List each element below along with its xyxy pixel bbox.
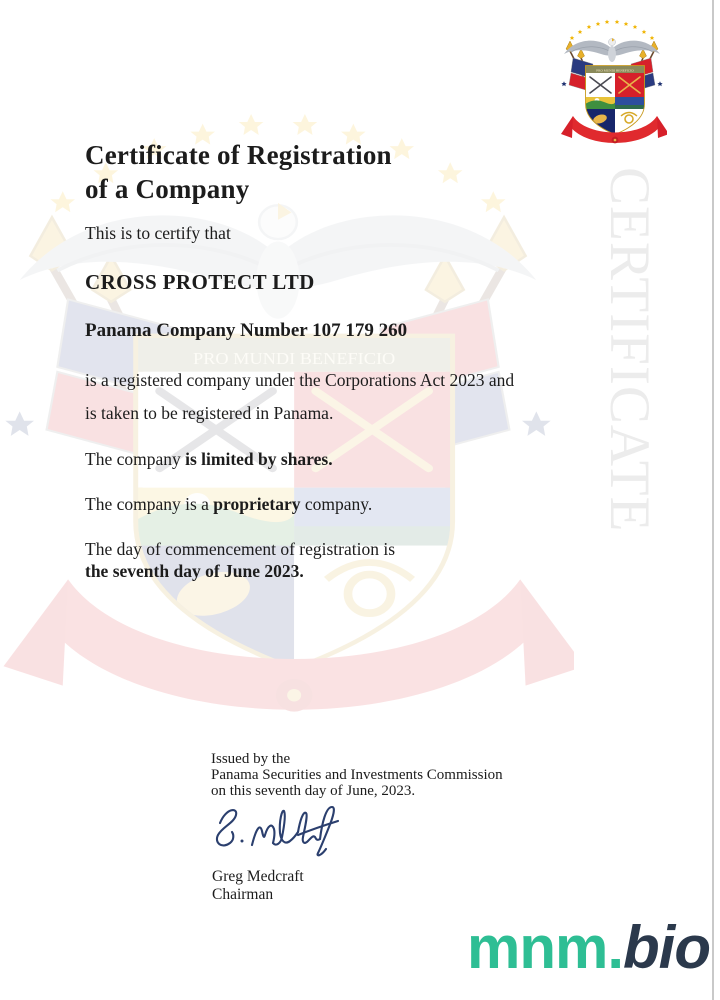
- proprietary-line-pre: The company is a: [85, 494, 214, 514]
- registered-line-2: is taken to be registered in Panama.: [85, 403, 334, 423]
- intro-line: This is to certify that: [85, 223, 231, 243]
- registered-line-1: is a registered company under the Corporations Act 2023 and: [85, 370, 515, 390]
- limited-line-bold: is limited by shares.: [185, 449, 333, 469]
- limited-line-normal: The company: [85, 449, 186, 469]
- signatory-title: Chairman: [212, 885, 274, 903]
- company-number-line: Panama Company Number 107 179 260: [85, 320, 408, 341]
- signatory-name: Greg Medcraft: [212, 868, 304, 885]
- commencement-line-2: the seventh day of June 2023.: [85, 560, 304, 581]
- issuer-line-2: Panama Securities and Investments Commission: [211, 767, 503, 783]
- commencement-block: [85, 539, 395, 582]
- signature-icon: [206, 799, 354, 861]
- proprietary-line-post: company.: [300, 494, 373, 514]
- brand-logo-suffix: bio: [623, 914, 710, 981]
- issuer-block: [211, 751, 503, 799]
- page-title-line-2: of a Company: [85, 174, 250, 204]
- limited-line: [85, 448, 333, 470]
- signatory-block: [212, 868, 304, 903]
- issuer-line-1: Issued by the: [211, 751, 291, 767]
- page-title-line-1: Certificate of Registration: [85, 140, 392, 170]
- issuer-line-3: on this seventh day of June, 2023.: [211, 783, 416, 799]
- panama-coat-of-arms-icon: [556, 8, 668, 153]
- proprietary-line-bold: proprietary: [213, 494, 301, 514]
- certificate-watermark-text: CERTIFICATE: [598, 167, 661, 533]
- page-edge-rule: [712, 0, 714, 1000]
- company-name: CROSS PROTECT LTD: [85, 270, 315, 294]
- commencement-line-1: The day of commencement of registration is: [85, 539, 396, 559]
- brand-logo: [466, 914, 710, 981]
- proprietary-line: [85, 493, 372, 515]
- brand-logo-prefix: mnm.: [466, 914, 624, 981]
